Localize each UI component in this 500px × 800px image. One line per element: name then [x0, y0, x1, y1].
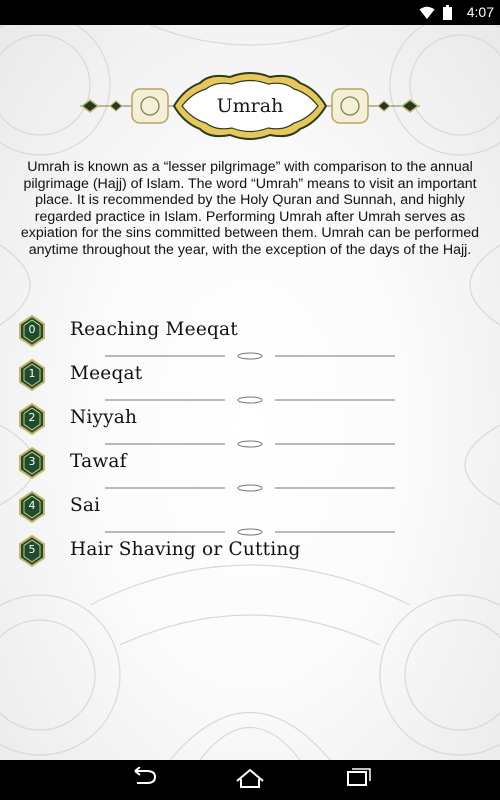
back-icon [127, 767, 161, 793]
page-title: Umrah [216, 95, 284, 117]
step-label: Niyyah [70, 407, 138, 428]
step-item-1[interactable] [0, 359, 500, 399]
step-number: 5 [28, 543, 36, 556]
step-item-5[interactable] [0, 535, 500, 575]
step-label: Hair Shaving or Cutting [70, 539, 301, 560]
step-label: Reaching Meeqat [70, 319, 238, 340]
step-label: Sai [70, 495, 101, 516]
step-label: Meeqat [70, 363, 143, 384]
step-number: 4 [28, 499, 36, 512]
title-banner [80, 67, 420, 145]
step-badge [18, 535, 46, 567]
navigation-bar [0, 760, 500, 800]
home-button[interactable] [233, 767, 267, 793]
step-number: 2 [28, 411, 36, 424]
intro-text: Umrah is known as a “lesser pilgrimage” with comparison to the annual pilgrimage (Hajj) of Islam. The word “Umrah” means to visit an important place. It is recommended by the Holy Quran and Sunnah, and highly regarded practice in Islam. Performing Umrah after Umrah serves as expiation for the sins committed between them. Umrah can be performed anytime throughout the year, with the exception of the days of the Hajj. [20, 159, 480, 258]
back-button[interactable] [127, 767, 161, 793]
step-item-4[interactable] [0, 491, 500, 531]
status-bar [0, 0, 500, 25]
step-item-0[interactable] [0, 315, 500, 355]
step-number: 0 [28, 323, 36, 336]
status-icons [419, 5, 452, 24]
step-badge [18, 403, 46, 435]
step-item-3[interactable] [0, 447, 500, 487]
status-time: 4:07 [466, 4, 494, 20]
step-badge [18, 447, 46, 479]
step-label: Tawaf [70, 451, 127, 472]
battery-icon [443, 5, 452, 24]
step-number: 3 [28, 455, 36, 468]
step-item-2[interactable] [0, 403, 500, 443]
step-badge [18, 491, 46, 523]
step-badge [18, 359, 46, 391]
recent-apps-icon [341, 767, 375, 793]
home-icon [233, 767, 267, 793]
step-badge [18, 315, 46, 347]
content-area[interactable] [0, 25, 500, 760]
step-number: 1 [28, 367, 36, 380]
wifi-icon [419, 5, 435, 24]
recent-apps-button[interactable] [341, 767, 375, 793]
